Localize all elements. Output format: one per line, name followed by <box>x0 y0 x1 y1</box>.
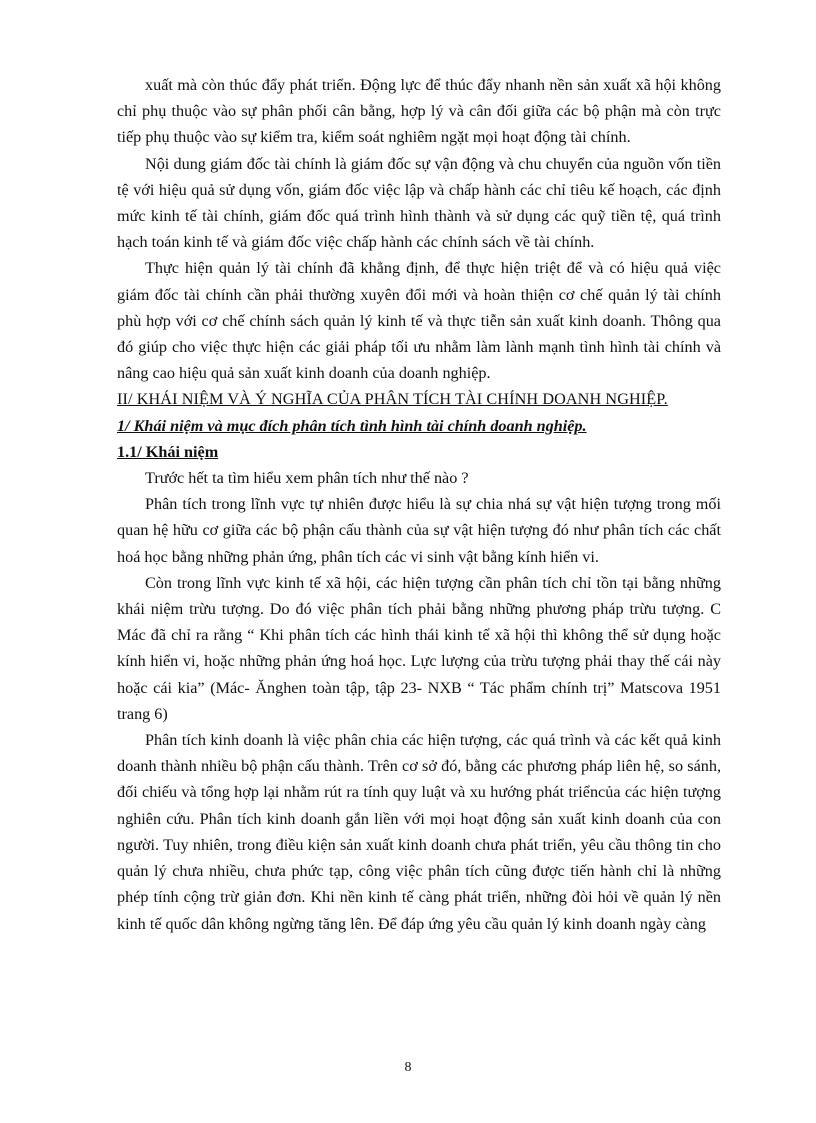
section-heading: II/ KHÁI NIỆM VÀ Ý NGHĨA CỦA PHÂN TÍCH TÀI CHÍNH DOANH NGHIỆP. <box>117 390 668 409</box>
item-heading: 1.1/ Khái niệm <box>117 442 219 461</box>
paragraph-business-analysis: Phân tích kinh doanh là việc phân chia các hiện tượng, các quá trình và các kết quả kinh doanh thành nhiều bộ phận cấu thành. Trên cơ sở đó, bằng các phương pháp liên hệ, so sánh, đối chiếu và tổng hợp lại nhằm rút ra tính quy luật và xu hướng phát triểncủa các hiện tượng nghiên cứu. Phân tích kinh doanh gắn liền với mọi hoạt động sản xuất kinh doanh của con người. Tuy nhiên, trong điều kiện sản xuất kinh doanh chưa phát triển, yêu cầu thông tin cho quản lý chưa nhiều, chưa phức tạp, công việc phân tích cũng được tiến hành chỉ là những phép tính cộng trừ giản đơn. Khi nền kinh tế càng phát triển, những đòi hỏi về quản lý nền kinh tế quốc dân không ngừng tăng lên. Để đáp ứng yêu cầu quản lý kinh doanh ngày càng <box>117 731 721 933</box>
document-page <box>117 72 721 937</box>
page-number: 8 <box>404 1060 412 1075</box>
paragraph-financial-management: Thực hiện quản lý tài chính đã khẳng định, để thực hiện triệt để và có hiệu quả việc giám đốc tài chính cần phải thường xuyên đổi mới và hoàn thiện cơ chế quản lý tài chính phù hợp với cơ chế chính sách quản lý kinh tế và thực tiễn sản xuất kinh doanh. Thông qua đó giúp cho việc thực hiện các giải pháp tối ưu nhằm làm lành mạnh tình hình tài chính và nâng cao hiệu quả sản xuất kinh doanh của doanh nghiệp. <box>117 259 721 383</box>
paragraph-financial-supervision: Nội dung giám đốc tài chính là giám đốc sự vận động và chu chuyển của nguồn vốn tiền tệ với hiệu quả sử dụng vốn, giám đốc việc lập và chấp hành các chỉ tiêu kế hoạch, các định mức kinh tế tài chính, giám đốc quá trình hình thành và sử dụng các quỹ tiền tệ, quá trình hạch toán kinh tế và giám đốc việc chấp hành các chính sách về tài chính. <box>117 154 721 252</box>
paragraph-socioeconomic-analysis: Còn trong lĩnh vực kinh tế xã hội, các hiện tượng cần phân tích chỉ tồn tại bằng những khái niệm trừu tượng. Do đó việc phân tích phải bằng những phương pháp trừu tượng. C Mác đã chỉ ra rằng “ Khi phân tích các hình thái kinh tế xã hội thì không thể sử dụng hoặc kính hiển vi, hoặc những phản ứng hoá học. Lực lượng của trừu tượng phải thay thế cái này hoặc cái kia” (Mác- Ănghen toàn tập, tập 23- NXB “ Tác phẩm chính trị” Matscova 1951 trang 6) <box>117 573 721 723</box>
paragraph-question: Trước hết ta tìm hiểu xem phân tích như thế nào ? <box>145 469 469 488</box>
paragraph-continuation: xuất mà còn thúc đẩy phát triển. Động lực để thúc đẩy nhanh nền sản xuất xã hội không chỉ phụ thuộc vào sự phân phối cân bằng, hợp lý và cân đối giữa các bộ phận mà còn trực tiếp phụ thuộc vào sự kiểm tra, kiểm soát nghiêm ngặt mọi hoạt động tài chính. <box>117 76 721 147</box>
paragraph-natural-analysis: Phân tích trong lĩnh vực tự nhiên được hiểu là sự chia nhá sự vật hiện tượng trong mối quan hệ hữu cơ giữa các bộ phận cấu thành của sự vật hiện tượng đó như phân tích các chất hoá học bằng những phản ứng, phân tích các vi sinh vật bằng kính hiển vi. <box>117 495 721 566</box>
subsection-heading: 1/ Khái niệm và mục đích phân tích tình hình tài chính doanh nghiệp. <box>117 416 587 435</box>
